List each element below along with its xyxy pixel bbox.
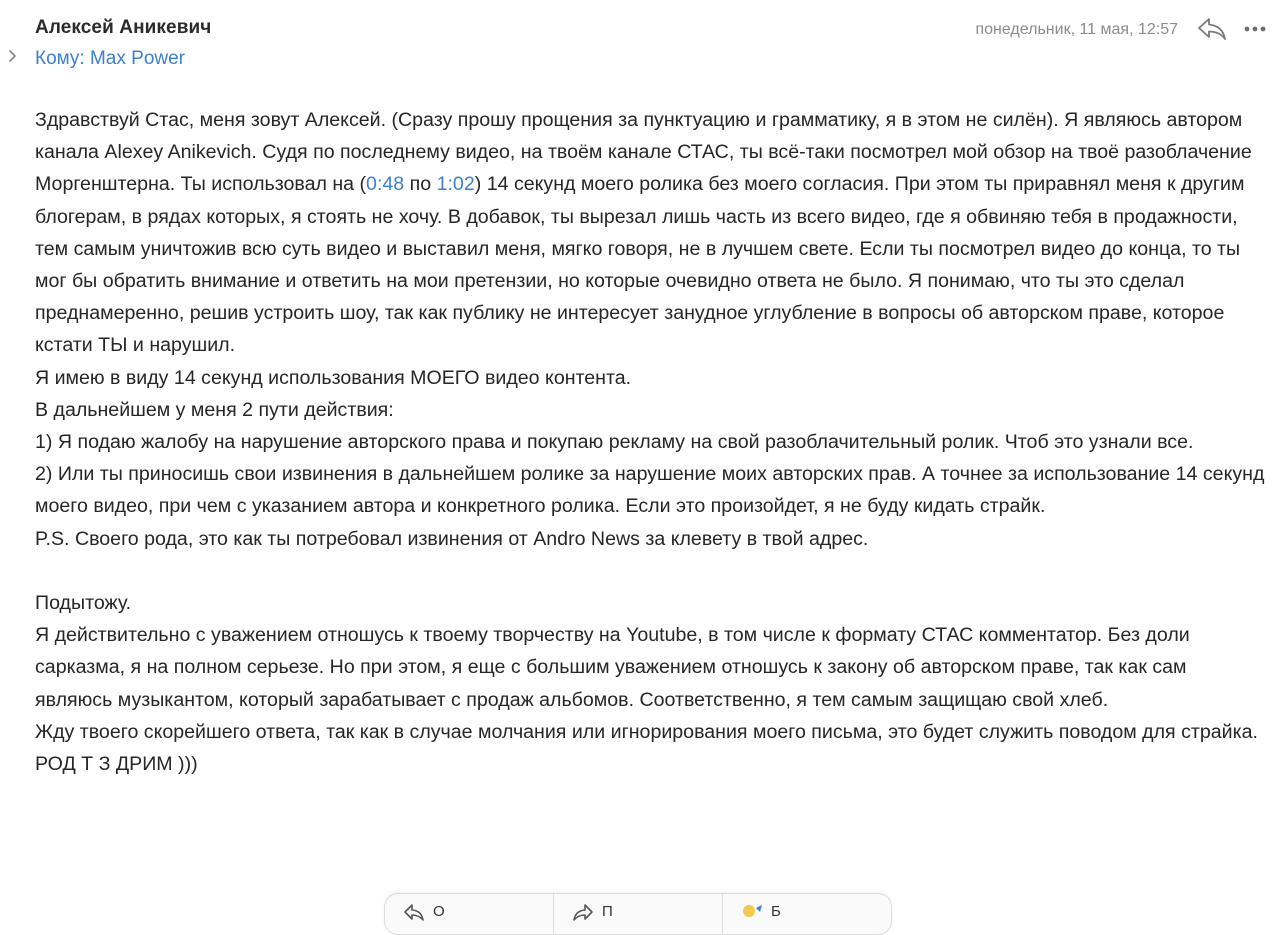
body-text: Здравствуй Стас, меня зовут Алексей. (Сразу прошу прощения за пунктуацию и грамматику, я в этом не силён). Я являюсь автором канала Alexey Anikevich. Судя по последнему видео, на твоём канале СТАС, ты всё-таки посмотрел мой обзор на твоё разоблачение Моргенштерна. Ты использовал на (: [35, 109, 1252, 196]
recipient-prefix: Кому:: [35, 48, 85, 69]
more-icon[interactable]: [1242, 18, 1268, 40]
body-paragraph-3: В дальнейшем у меня 2 пути действия:: [35, 398, 394, 421]
timestamp-link-end[interactable]: 1:02: [436, 173, 475, 196]
sender-name[interactable]: Алексей Аникевич: [35, 17, 212, 38]
reply-button[interactable]: [385, 894, 554, 934]
body-paragraph-4: 1) Я подаю жалобу на нарушение авторского права и покупаю рекламу на свой разоблачительный ролик. Чтоб это узнали все.: [35, 431, 1194, 454]
reply-button-label: О: [433, 903, 445, 920]
timestamp-link-start[interactable]: 0:48: [366, 173, 405, 196]
quick-reply-button[interactable]: [723, 894, 891, 934]
body-paragraph-6: P.S. Своего рода, это как ты потребовал извинения от Andro News за клевету в твой адрес.: [35, 527, 869, 550]
blank-line: [35, 555, 1265, 587]
forward-icon: [572, 902, 594, 924]
body-paragraph-8: Я действительно с уважением отношусь к твоему творчеству на Youtube, в том числе к формату СТАС комментатор. Без доли сарказма, я на полном серьезе. Но при этом, я еще с большим уважением отношусь к закону об авторском праве, так как сам являюсь музыкантом, который зарабатывает с продаж альбомов. Соответственно, я тем самым защищаю свой хлеб.: [35, 624, 1190, 711]
emoji-icon: [741, 902, 765, 924]
body-paragraph-5: 2) Или ты приносишь свои извинения в дальнейшем ролике за нарушение моих авторских прав. А точнее за использование 14 секунд моего видео, при чем с указанием автора и конкретного ролика. Если это произойдет, я не буду кидать страйк.: [35, 463, 1265, 518]
body-paragraph-7: Подытожу.: [35, 592, 132, 615]
chevron-right-icon[interactable]: [6, 49, 20, 63]
body-paragraph-2: Я имею в виду 14 секунд использования МОЕГО видео контента.: [35, 366, 632, 389]
body-text: ) 14 секунд моего ролика без моего согласия. При этом ты приравнял меня к другим блогерам, в рядах которых, я стоять не хочу. В добавок, ты вырезал лишь часть из всего видео, где я обвиняю тебя в продажности, тем самым уничтожив всю суть видео и выставил меня, мягко говоря, не в лучшем свете. Если ты посмотрел видео до конца, то ты мог бы обратить внимание и ответить на мои претензии, но которые очевидно ответа не было. Я понимаю, что ты это сделал преднамеренно, решив устроить шоу, так как публику не интересует занудное углубление в вопросы об авторском праве, которое кстати ТЫ и нарушил.: [35, 173, 1245, 357]
reply-icon[interactable]: [1196, 15, 1228, 43]
forward-button[interactable]: [554, 894, 723, 934]
message-body: [35, 104, 1265, 780]
message-header: [0, 0, 1280, 80]
quick-actions-bar: [384, 893, 892, 935]
forward-button-label: П: [602, 903, 613, 920]
reply-icon: [403, 902, 425, 924]
body-text: по: [404, 173, 437, 196]
message-date: понедельник, 11 мая, 12:57: [975, 21, 1178, 38]
quick-reply-button-label: Б: [771, 903, 781, 920]
recipient-line[interactable]: [35, 48, 185, 70]
recipient-name[interactable]: Max Power: [89, 48, 186, 69]
body-paragraph-1: [35, 104, 1265, 362]
body-paragraph-9: Жду твоего скорейшего ответа, так как в случае молчания или игнорирования моего письма, это будет служить поводом для страйка. РОД Т З ДРИМ ))): [35, 720, 1258, 776]
